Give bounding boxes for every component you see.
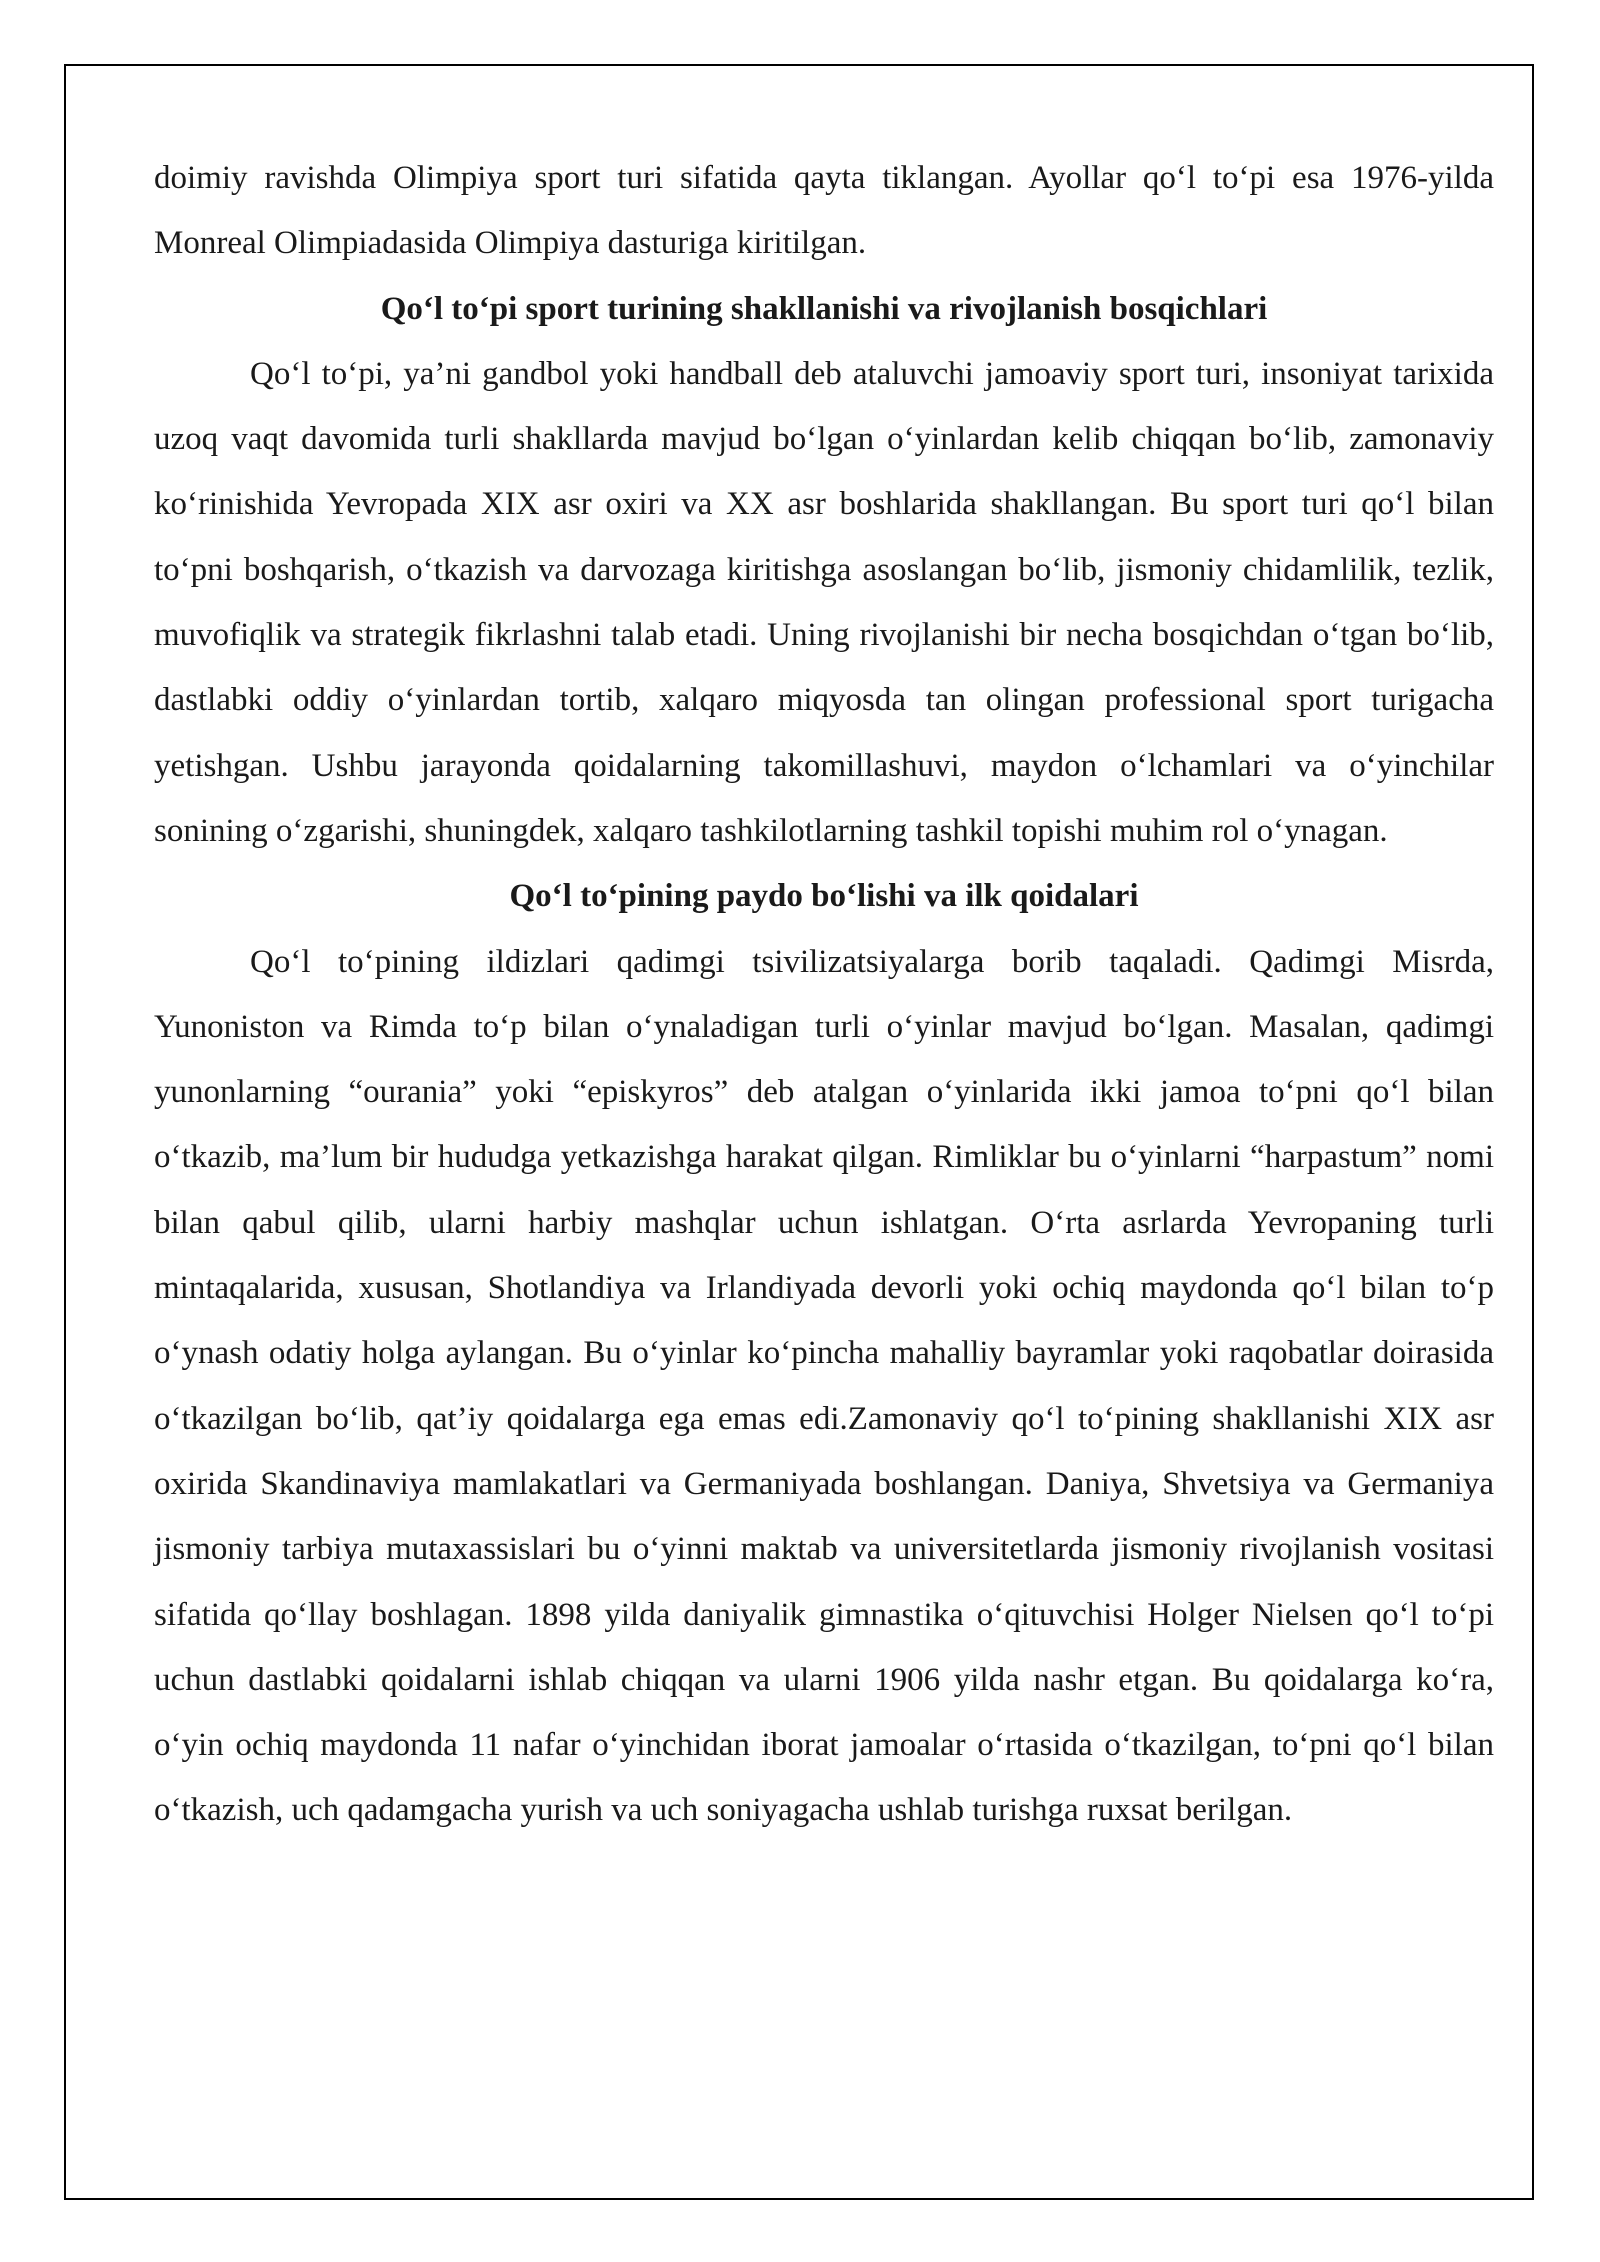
- section-heading-stages: Qo‘l to‘pi sport turining shakllanishi va rivojlanish bosqichlari: [380, 290, 1268, 327]
- document-body: [154, 146, 1494, 1844]
- paragraph-handball-overview: Qo‘l to‘pi, ya’ni gandbol yoki handball deb ataluvchi jamoaviy sport turi, insoniyat tarixida uzoq vaqt davomida turli shakllarda mavjud bo‘lgan o‘yinlardan kelib chiqqan bo‘lib, zamonaviy ko‘rinishida Yevropada XIX asr oxiri va XX asr boshlarida shakllangan. Bu sport turi qo‘l bilan to‘pni boshqarish, o‘tkazish va darvozaga kiritishga asoslangan bo‘lib, jismoniy chidamlilik, tezlik, muvofiqlik va strategik fikrlashni talab etadi. Uning rivojlanishi bir necha bosqichdan o‘tgan bo‘lib, dastlabki oddiy o‘yinlardan tortib, xalqaro miqyosda tan olingan professional sport turigacha yetishgan. Ushbu jarayonda qoidalarning takomillashuvi, maydon o‘lchamlari va o‘yinchilar sonining o‘zgarishi, shuningdek, xalqaro tashkilotlarning tashkil topishi muhim rol o‘ynagan.: [154, 355, 1494, 849]
- paragraph-handball-origins: Qo‘l to‘pining ildizlari qadimgi tsivilizatsiyalarga borib taqaladi. Qadimgi Misrda, Yunoniston va Rimda to‘p bilan o‘ynaladigan turli o‘yinlar mavjud bo‘lgan. Masalan, qadimgi yunonlarning “ourania” yoki “episkyros” deb atalgan o‘yinlarida ikki jamoa to‘pni qo‘l bilan o‘tkazib, ma’lum bir hududga yetkazishga harakat qilgan. Rimliklar bu o‘yinlarni “harpastum” nomi bilan qabul qilib, ularni harbiy mashqlar uchun ishlatgan. O‘rta asrlarda Yevropaning turli mintaqalarida, xususan, Shotlandiya va Irlandiyada devorli yoki ochiq maydonda qo‘l bilan to‘p o‘ynash odatiy holga aylangan. Bu o‘yinlar ko‘pincha mahalliy bayramlar yoki raqobatlar doirasida o‘tkazilgan bo‘lib, qat’iy qoidalarga ega emas edi.Zamonaviy qo‘l to‘pining shakllanishi XIX asr oxirida Skandinaviya mamlakatlari va Germaniyada boshlangan. Daniya, Shvetsiya va Germaniya jismoniy tarbiya mutaxassislari bu o‘yinni maktab va universitetlarda jismoniy rivojlanish vositasi sifatida qo‘llay boshlagan. 1898 yilda daniyalik gimnastika o‘qituvchisi Holger Nielsen qo‘l to‘pi uchun dastlabki qoidalarni ishlab chiqqan va ularni 1906 yilda nashr etgan. Bu qoidalarga ko‘ra, o‘yin ochiq maydonda 11 nafar o‘yinchidan iborat jamoalar o‘rtasida o‘tkazilgan, to‘pni qo‘l bilan o‘tkazish, uch qadamgacha yurish va uch soniyagacha ushlab turishga ruxsat berilgan.: [154, 943, 1494, 1829]
- paragraph-olympic-intro: doimiy ravishda Olimpiya sport turi sifatida qayta tiklangan. Ayollar qo‘l to‘pi esa 1976-yilda Monreal Olimpiadasida Olimpiya dasturiga kiritilgan.: [154, 160, 1494, 262]
- section-heading-origins: Qo‘l to‘pining paydo bo‘lishi va ilk qoidalari: [509, 878, 1139, 915]
